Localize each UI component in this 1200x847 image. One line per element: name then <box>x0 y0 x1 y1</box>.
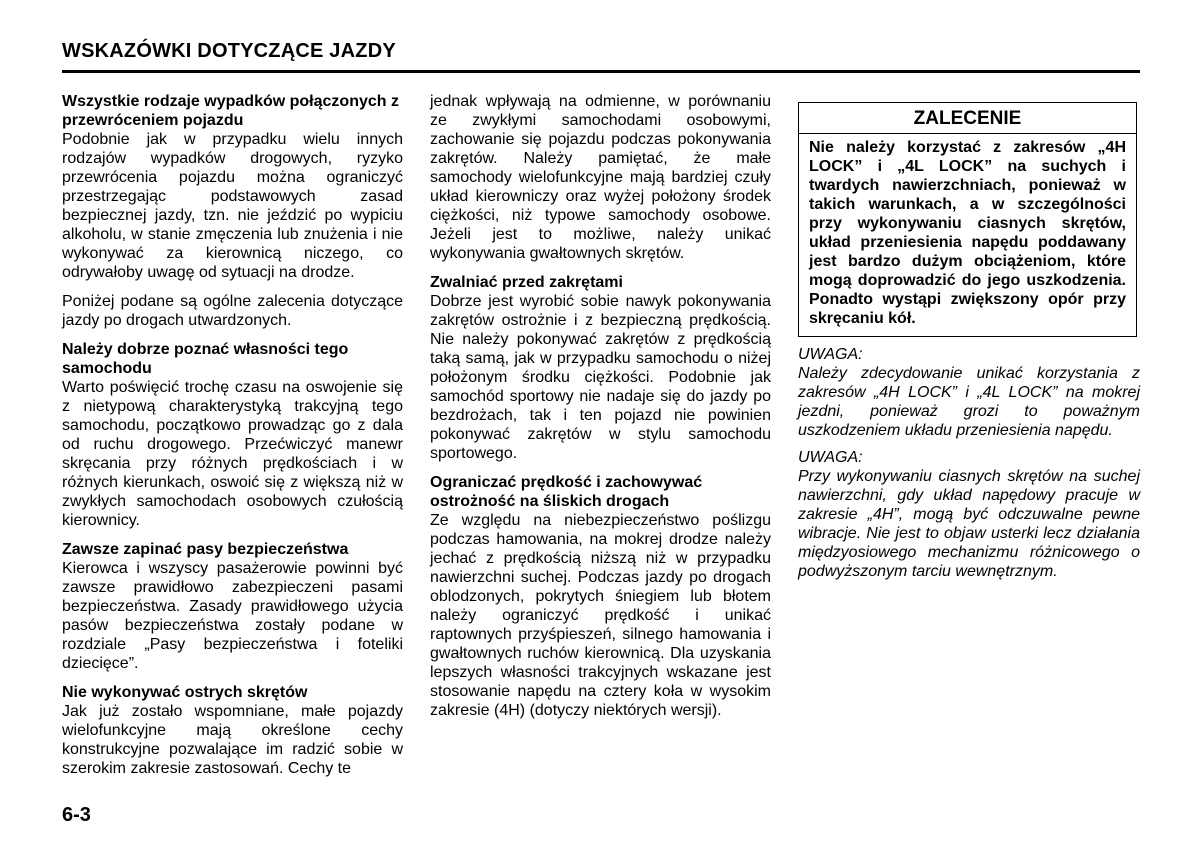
section-text: Dobrze jest wyrobić sobie nawyk pokonywania zakrętów ostrożnie i z bezpieczną prędkością. Nie należy pokonywać zakrętów z prędkością taką samą, jak w przypadku samochodu o niżej położonym środku ciężkości. Podobnie jak samochód sportowy nie nadaje się do jazdy po bezdrożach, tak i ten pojazd nie powinien pokonywać zakrętów w stylu samochodu sportowego. <box>430 293 771 462</box>
section-heading: Ograniczać prędkość i zachowywać ostrożność na śliskich drogach <box>430 474 703 510</box>
section-seat-belts <box>62 540 403 673</box>
note-label: UWAGA: <box>798 346 863 363</box>
recommendation-text: Nie należy korzystać z zakresów „4H LOCK” i „4L LOCK” na suchych i twardych nawierzchniach, ponieważ w takich warunkach, a w szczególności przy wykonywaniu ciasnych skrętów, układ przeniesienia napędu poddawany jest bardzo dużym obciążeniom, które mogą doprowadzić do jego uszkodzenia. Ponadto wystąpi zwiększony opór przy skręcaniu kół. <box>809 139 1126 327</box>
section-text: Poniżej podane są ogólne zalecenia dotyczące jazdy po drogach utwardzonych. <box>62 293 403 329</box>
section-text: Kierowca i wszyscy pasażerowie powinni być zawsze prawidłowo zabezpieczeni pasami bezpieczeństwa. Zasady prawidłowego użycia pasów bezpieczeństwa zostały podane w rozdziale „Pasy bezpieczeństwa i foteliki dziecięce”. <box>62 560 403 672</box>
section-heading: Należy dobrze poznać własności tego samochodu <box>62 341 349 377</box>
note-text: Należy zdecydowanie unikać korzystania z zakresów „4H LOCK” i „4L LOCK” na mokrej jezdni, ponieważ grozi to poważnym uszkodzeniem układu przeniesienia napędu. <box>798 365 1140 439</box>
section-heading: Wszystkie rodzaje wypadków połączonych z przewróceniem pojazdu <box>62 93 399 129</box>
column-left <box>62 92 403 788</box>
section-sharp-turns <box>62 683 403 778</box>
recommendation-box <box>798 102 1137 337</box>
section-heading: Zwalniać przed zakrętami <box>430 274 623 291</box>
column-middle <box>430 92 771 730</box>
section-text: Warto poświęcić trochę czasu na oswojenie się z nietypową charakterystyką trakcyjną tego samochodu, początkowo prowadząc go z dala od ruchu drogowego. Przećwiczyć manewr skręcania przy różnych prędkościach i w różnych kierunkach, oswoić się z większą niż w zwykłych samochodach osobowych czułością kierownicy. <box>62 379 403 529</box>
section-know-vehicle <box>62 340 403 530</box>
note-label: UWAGA: <box>798 449 863 466</box>
section-slippery-roads <box>430 473 771 720</box>
section-slow-before-turns <box>430 273 771 463</box>
column-right <box>798 102 1140 589</box>
section-rollover <box>62 92 403 330</box>
section-text-continued: jednak wpływają na odmienne, w porównaniu ze zwykłymi samochodami osobowymi, zachowanie się pojazdu podczas pokonywania zakrętów. Należy pamiętać, że małe samochody wielofunkcyjne mają bardziej czuły układ kierowniczy oraz wyżej położony środek ciężkości, niż typowe samochody osobowe. Jeżeli jest to możliwe, należy unikać wykonywania gwałtownych skrętów. <box>430 93 771 262</box>
section-heading: Zawsze zapinać pasy bezpieczeństwa <box>62 541 349 558</box>
page-title: WSKAZÓWKI DOTYCZĄCE JAZDY <box>62 40 396 62</box>
section-text: Jak już zostało wspomniane, małe pojazdy wielofunkcyjne mają określone cechy konstrukcyjne pozwalające im radzić sobie w szerokim zakresie zastosowań. Cechy te <box>62 703 403 777</box>
section-heading: Nie wykonywać ostrych skrętów <box>62 684 308 701</box>
section-text: Podobnie jak w przypadku wielu innych rodzajów wypadków drogowych, ryzyko przewrócenia pojazdu można ograniczyć przestrzegając podstawowych zasad bezpiecznej jazdy, tzn. nie jeździć po wypiciu alkoholu, w stanie zmęczenia lub znużenia i nie wykonywać za kierownicą niczego, co odrywałoby uwagę od sytuacji na drodze. <box>62 131 403 281</box>
header-divider <box>62 70 1140 73</box>
section-text: Ze względu na niebezpieczeństwo poślizgu podczas hamowania, na mokrej drodze należy jechać z prędkością niższą niż w przypadku nawierzchni suchej. Podczas jazdy po drogach oblodzonych, pokrytych śniegiem lub błotem należy ograniczyć prędkość i unikać raptownych przyśpieszeń, silnego hamowania i gwałtownych ruchów kierownicą. Dla uzyskania lepszych własności trakcyjnych wskazane jest stosowanie napędu na cztery koła w wysokim zakresie (4H) (dotyczy niektórych wersji). <box>430 512 771 719</box>
note-block <box>798 345 1140 581</box>
note-text: Przy wykonywaniu ciasnych skrętów na suchej nawierzchni, gdy układ napędowy pracuje w zakresie „4H”, mogą być odczuwalne pewne wibracje. Nie jest to objaw usterki lecz działania międzyosiowego mechanizmu różnicowego o podwyższonym tarciu wewnętrznym. <box>798 468 1140 580</box>
page-number: 6-3 <box>62 804 91 826</box>
recommendation-title: ZALECENIE <box>799 103 1136 134</box>
